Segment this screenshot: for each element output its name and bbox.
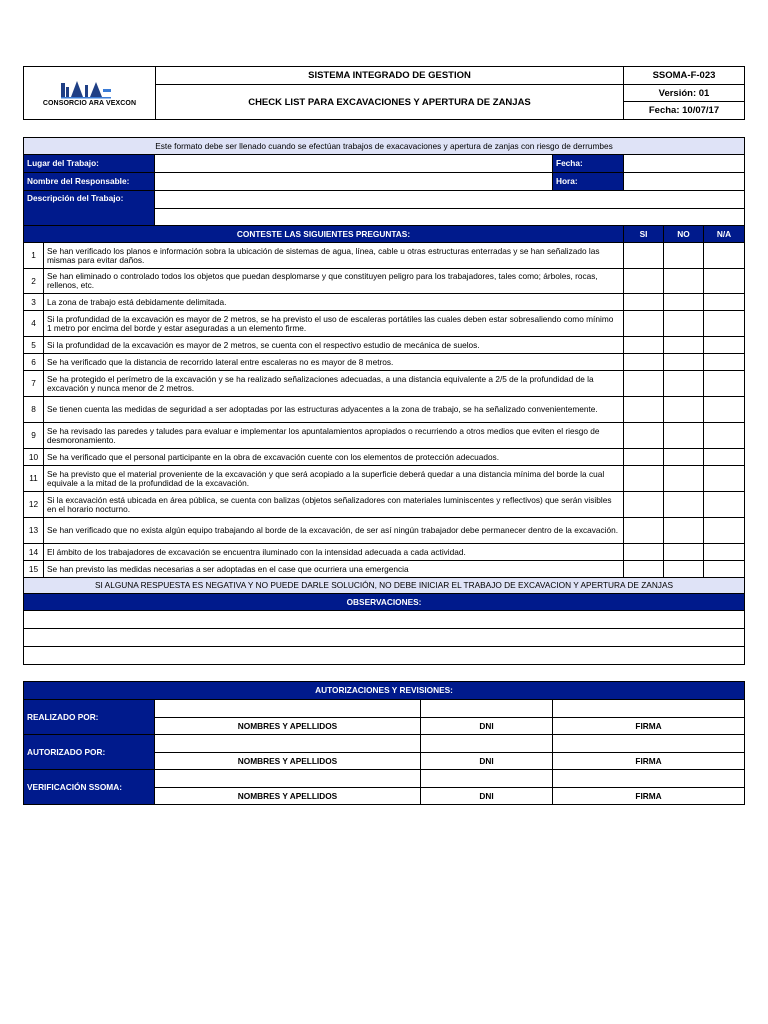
col-si-header: SI bbox=[624, 226, 664, 243]
fecha-label: Fecha: bbox=[553, 155, 624, 173]
question-text: Se ha revisado las paredes y taludes para evaluar e implementar los apuntalamientos apropiados o recurriendo a otros medios que eviten el riesgo de desmoronamiento. bbox=[44, 423, 624, 449]
answer-no-cell[interactable] bbox=[664, 311, 704, 337]
doc-code: SSOMA-F-023 bbox=[624, 67, 745, 85]
answer-si-cell[interactable] bbox=[624, 466, 664, 492]
autorizado-dni-caption: DNI bbox=[421, 753, 553, 770]
answer-na-cell[interactable] bbox=[704, 561, 745, 578]
question-text: Se ha protegido el perímetro de la excavación y se ha realizado señalizaciones adecuadas, a una distancia equivalente a 2/5 de la profundidad de la excavación y nunca menor de 2 metros. bbox=[44, 371, 624, 397]
answer-na-cell[interactable] bbox=[704, 397, 745, 423]
answer-no-cell[interactable] bbox=[664, 269, 704, 294]
doc-version: Versión: 01 bbox=[624, 85, 745, 102]
question-text: Se han verificado los planos e información sobra la ubicación de sistemas de agua, línea, cable u otras estructuras enterradas y se han señalizado las mismas para evitar daños. bbox=[44, 243, 624, 269]
question-number: 7 bbox=[24, 371, 44, 397]
answer-na-cell[interactable] bbox=[704, 449, 745, 466]
question-row bbox=[24, 423, 745, 449]
ara-vexcon-logo-icon bbox=[59, 79, 121, 99]
question-row bbox=[24, 243, 745, 269]
answer-no-cell[interactable] bbox=[664, 561, 704, 578]
verificacion-dni-caption: DNI bbox=[421, 788, 553, 805]
doc-title: CHECK LIST PARA EXCAVACIONES Y APERTURA DE ZANJAS bbox=[156, 85, 624, 120]
answer-na-cell[interactable] bbox=[704, 466, 745, 492]
answer-no-cell[interactable] bbox=[664, 466, 704, 492]
answer-si-cell[interactable] bbox=[624, 269, 664, 294]
question-row bbox=[24, 311, 745, 337]
answer-si-cell[interactable] bbox=[624, 354, 664, 371]
question-number: 14 bbox=[24, 544, 44, 561]
answer-no-cell[interactable] bbox=[664, 449, 704, 466]
realizado-dni-input[interactable] bbox=[421, 700, 553, 718]
answer-na-cell[interactable] bbox=[704, 311, 745, 337]
question-text: Se han previsto las medidas necesarias a ser adoptadas en el case que ocurriera una emergencia bbox=[44, 561, 624, 578]
answer-na-cell[interactable] bbox=[704, 243, 745, 269]
fecha-input[interactable] bbox=[624, 155, 745, 173]
realizado-label: REALIZADO POR: bbox=[24, 700, 155, 735]
question-row bbox=[24, 466, 745, 492]
question-number: 6 bbox=[24, 354, 44, 371]
answer-no-cell[interactable] bbox=[664, 397, 704, 423]
answer-na-cell[interactable] bbox=[704, 492, 745, 518]
observaciones-line-2[interactable] bbox=[24, 629, 745, 647]
warning-banner: SI ALGUNA RESPUESTA ES NEGATIVA Y NO PUEDE DARLE SOLUCIÓN, NO DEBE INICIAR EL TRABAJO DE EXCAVACION Y APERTURA DE ZANJAS bbox=[24, 578, 745, 594]
verificacion-label: VERIFICACIÓN SSOMA: bbox=[24, 770, 155, 805]
answer-na-cell[interactable] bbox=[704, 354, 745, 371]
answer-na-cell[interactable] bbox=[704, 371, 745, 397]
observaciones-line-3[interactable] bbox=[24, 647, 745, 665]
answer-no-cell[interactable] bbox=[664, 354, 704, 371]
question-text: Si la profundidad de la excavación es mayor de 2 metros, se ha previsto el uso de escaleras portátiles las cuales deben estar sobresaliendo como mínimo 1 metro por encima del borde y estar aseguradas a un elemento firme. bbox=[44, 311, 624, 337]
answer-no-cell[interactable] bbox=[664, 294, 704, 311]
realizado-nombres-caption: NOMBRES Y APELLIDOS bbox=[155, 718, 421, 735]
question-row bbox=[24, 561, 745, 578]
verificacion-nombres-caption: NOMBRES Y APELLIDOS bbox=[155, 788, 421, 805]
system-title: SISTEMA INTEGRADO DE GESTION bbox=[156, 67, 624, 85]
question-row bbox=[24, 492, 745, 518]
descripcion-input-line-1[interactable] bbox=[155, 191, 745, 209]
realizado-firma-caption: FIRMA bbox=[553, 718, 745, 735]
col-na-header: N/A bbox=[704, 226, 745, 243]
question-row bbox=[24, 354, 745, 371]
company-logo bbox=[24, 79, 155, 107]
autorizado-nombre-input[interactable] bbox=[155, 735, 421, 753]
answer-no-cell[interactable] bbox=[664, 492, 704, 518]
answer-si-cell[interactable] bbox=[624, 518, 664, 544]
logo-text: CONSORCIO ARA VEXCON bbox=[42, 100, 137, 107]
question-number: 4 bbox=[24, 311, 44, 337]
question-row bbox=[24, 449, 745, 466]
question-number: 1 bbox=[24, 243, 44, 269]
verificacion-nombre-input[interactable] bbox=[155, 770, 421, 788]
spacer-row bbox=[24, 665, 745, 682]
autorizado-label: AUTORIZADO POR: bbox=[24, 735, 155, 770]
question-row bbox=[24, 294, 745, 311]
answer-si-cell[interactable] bbox=[624, 561, 664, 578]
question-text: Se han eliminado o controlado todos los objetos que puedan desplomarse y que constituyen peligro para los trabajadores, tales como; árboles, rocas, rellenos, etc. bbox=[44, 269, 624, 294]
answer-na-cell[interactable] bbox=[704, 269, 745, 294]
responsable-input[interactable] bbox=[155, 173, 553, 191]
descripcion-input-line-2[interactable] bbox=[155, 209, 745, 226]
question-number: 15 bbox=[24, 561, 44, 578]
question-text: Se tienen cuenta las medidas de seguridad a ser adoptadas por las estructuras adyacentes a la zona de trabajo, se ha señalizado convenientemente. bbox=[44, 397, 624, 423]
observaciones-header: OBSERVACIONES: bbox=[24, 594, 745, 611]
answer-no-cell[interactable] bbox=[664, 423, 704, 449]
verificacion-firma-input[interactable] bbox=[553, 770, 745, 788]
question-text: Si la excavación está ubicada en área pública, se cuenta con balizas (objetos señalizadores con materiales luminiscentes y reflectivos) que serán visibles en el horario nocturno. bbox=[44, 492, 624, 518]
answer-na-cell[interactable] bbox=[704, 544, 745, 561]
autorizaciones-header: AUTORIZACIONES Y REVISIONES: bbox=[24, 682, 745, 700]
realizado-dni-caption: DNI bbox=[421, 718, 553, 735]
autorizado-firma-caption: FIRMA bbox=[553, 753, 745, 770]
question-text: El ámbito de los trabajadores de excavación se encuentra iluminado con la intensidad adecuada a cada actividad. bbox=[44, 544, 624, 561]
question-text: Se ha previsto que el material proveniente de la excavación y que será acopiado a la superficie deberá quedar a una distancia mínima del borde la cual equivale a la mitad de la profundidad de la excavación. bbox=[44, 466, 624, 492]
question-number: 13 bbox=[24, 518, 44, 544]
col-no-header: NO bbox=[664, 226, 704, 243]
lugar-label: Lugar del Trabajo: bbox=[24, 155, 155, 173]
doc-date: Fecha: 10/07/17 bbox=[624, 102, 745, 120]
answer-si-cell[interactable] bbox=[624, 544, 664, 561]
answer-si-cell[interactable] bbox=[624, 397, 664, 423]
question-row bbox=[24, 544, 745, 561]
lugar-input[interactable] bbox=[155, 155, 553, 173]
observaciones-line-1[interactable] bbox=[24, 611, 745, 629]
question-row bbox=[24, 337, 745, 354]
answer-si-cell[interactable] bbox=[624, 311, 664, 337]
questions-list bbox=[24, 243, 745, 578]
question-row bbox=[24, 518, 745, 544]
header-table bbox=[23, 66, 745, 120]
realizado-firma-input[interactable] bbox=[553, 700, 745, 718]
question-number: 2 bbox=[24, 269, 44, 294]
question-number: 5 bbox=[24, 337, 44, 354]
question-text: Se han verificado que no exista algún equipo trabajando al borde de la excavación, de ser así ningún trabajador debe permanecer dentro de la excavación. bbox=[44, 518, 624, 544]
answer-si-cell[interactable] bbox=[624, 337, 664, 354]
questions-header: CONTESTE LAS SIGUIENTES PREGUNTAS: bbox=[24, 226, 624, 243]
intro-banner: Este formato debe ser llenado cuando se efectúan trabajos de exacavaciones y apertura de zanjas con riesgo de derrumbes bbox=[24, 138, 745, 155]
question-number: 12 bbox=[24, 492, 44, 518]
question-number: 11 bbox=[24, 466, 44, 492]
autorizado-nombres-caption: NOMBRES Y APELLIDOS bbox=[155, 753, 421, 770]
question-text: Se ha verificado que el personal participante en la obra de excavación cuente con los elementos de protección adecuados. bbox=[44, 449, 624, 466]
question-text: La zona de trabajo está debidamente delimitada. bbox=[44, 294, 624, 311]
question-text: Si la profundidad de la excavación es mayor de 2 metros, se cuenta con el respectivo estudio de mecánica de suelos. bbox=[44, 337, 624, 354]
descripcion-label: Descripción del Trabajo: bbox=[24, 191, 155, 226]
logo-cell bbox=[24, 67, 156, 120]
answer-si-cell[interactable] bbox=[624, 243, 664, 269]
answer-si-cell[interactable] bbox=[624, 294, 664, 311]
verificacion-dni-input[interactable] bbox=[421, 770, 553, 788]
answer-si-cell[interactable] bbox=[624, 371, 664, 397]
verificacion-firma-caption: FIRMA bbox=[553, 788, 745, 805]
autorizado-firma-input[interactable] bbox=[553, 735, 745, 753]
answer-na-cell[interactable] bbox=[704, 337, 745, 354]
question-text: Se ha verificado que la distancia de recorrido lateral entre escaleras no es mayor de 8 metros. bbox=[44, 354, 624, 371]
question-number: 3 bbox=[24, 294, 44, 311]
responsable-label: Nombre del Responsable: bbox=[24, 173, 155, 191]
answer-na-cell[interactable] bbox=[704, 423, 745, 449]
answer-no-cell[interactable] bbox=[664, 337, 704, 354]
answer-no-cell[interactable] bbox=[664, 544, 704, 561]
answer-na-cell[interactable] bbox=[704, 294, 745, 311]
question-number: 8 bbox=[24, 397, 44, 423]
answer-si-cell[interactable] bbox=[624, 492, 664, 518]
realizado-nombre-input[interactable] bbox=[155, 700, 421, 718]
answer-no-cell[interactable] bbox=[664, 243, 704, 269]
checklist-form bbox=[23, 137, 745, 805]
question-row bbox=[24, 397, 745, 423]
question-number: 9 bbox=[24, 423, 44, 449]
autorizado-dni-input[interactable] bbox=[421, 735, 553, 753]
answer-si-cell[interactable] bbox=[624, 449, 664, 466]
answer-no-cell[interactable] bbox=[664, 371, 704, 397]
hora-label: Hora: bbox=[553, 173, 624, 191]
question-number: 10 bbox=[24, 449, 44, 466]
question-row bbox=[24, 269, 745, 294]
answer-na-cell[interactable] bbox=[704, 518, 745, 544]
question-row bbox=[24, 371, 745, 397]
answer-si-cell[interactable] bbox=[624, 423, 664, 449]
hora-input[interactable] bbox=[624, 173, 745, 191]
answer-no-cell[interactable] bbox=[664, 518, 704, 544]
